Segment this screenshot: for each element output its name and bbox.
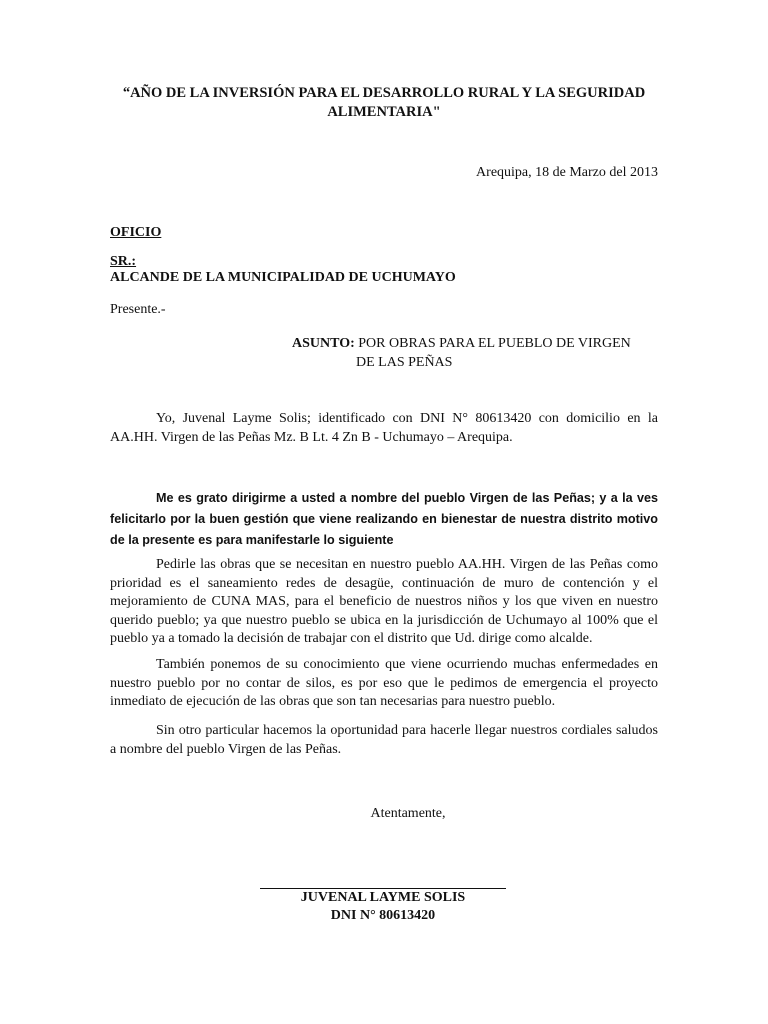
signatory-name: JUVENAL LAYME SOLIS (300, 890, 466, 905)
subject-line-2: DE LAS PEÑAS (356, 355, 453, 370)
document-title: “AÑO DE LA INVERSIÓN PARA EL DESARROLLO RURAL Y LA SEGURIDAD ALIMENTARIA" (122, 85, 646, 120)
subject-line-1: POR OBRAS PARA EL PUEBLO DE VIRGEN (354, 336, 631, 351)
body-paragraph-farewell: Sin otro particular hacemos la oportunidad para hacerle llegar nuestros cordiales saludos a nombre del pueblo Virgen de las Peñas. (110, 723, 658, 757)
body-paragraph-request: Pedirle las obras que se necesitan en nuestro pueblo AA.HH. Virgen de las Peñas como prioridad es el saneamiento redes de desagüe, continuación de muro de contención y el mejoramiento de CUNA MAS, para el beneficio de nuestros niños y los que viven en nuestro querido pueblo; ya que nuestro pueblo se ubica en la jurisdicción de Uchumayo al 100% que el pueblo ya a tomado la decisión de trabajar con el distrito que Ud. dirige como alcalde. (110, 557, 658, 646)
signatory-dni: DNI N° 80613420 (330, 908, 436, 923)
salutation: SR.: (110, 254, 137, 269)
subject-label: ASUNTO: (292, 336, 355, 351)
recipient-name: ALCANDE DE LA MUNICIPALIDAD DE UCHUMAYO (110, 270, 456, 285)
presente-line: Presente.- (110, 302, 166, 317)
subject-block (292, 334, 662, 372)
body-paragraph-identification: Yo, Juvenal Layme Solis; identificado con DNI N° 80613420 con domicilio en la AA.HH. Virgen de las Peñas Mz. B Lt. 4 Zn B - Uchumayo – Arequipa. (110, 411, 658, 445)
closing-line: Atentamente, (370, 806, 446, 821)
body-paragraph-health: También ponemos de su conocimiento que viene ocurriendo muchas enfermedades en nuestro pueblo por no contar de silos, es por eso que le pedimos de emergencia el proyecto inmediato de ejecución de las obras que son tan necesarias para nuestro pueblo. (110, 657, 658, 709)
oficio-heading: OFICIO (110, 225, 162, 240)
body-paragraph-greeting: Me es grato dirigirme a usted a nombre del pueblo Virgen de las Peñas; y a la ves felicitarlo por la buen gestión que viene realizando en bienestar de nuestra distrito motivo de la presente es para manifestarle lo siguiente (110, 491, 658, 547)
signature-line (260, 888, 506, 889)
document-date: Arequipa, 18 de Marzo del 2013 (476, 165, 658, 180)
